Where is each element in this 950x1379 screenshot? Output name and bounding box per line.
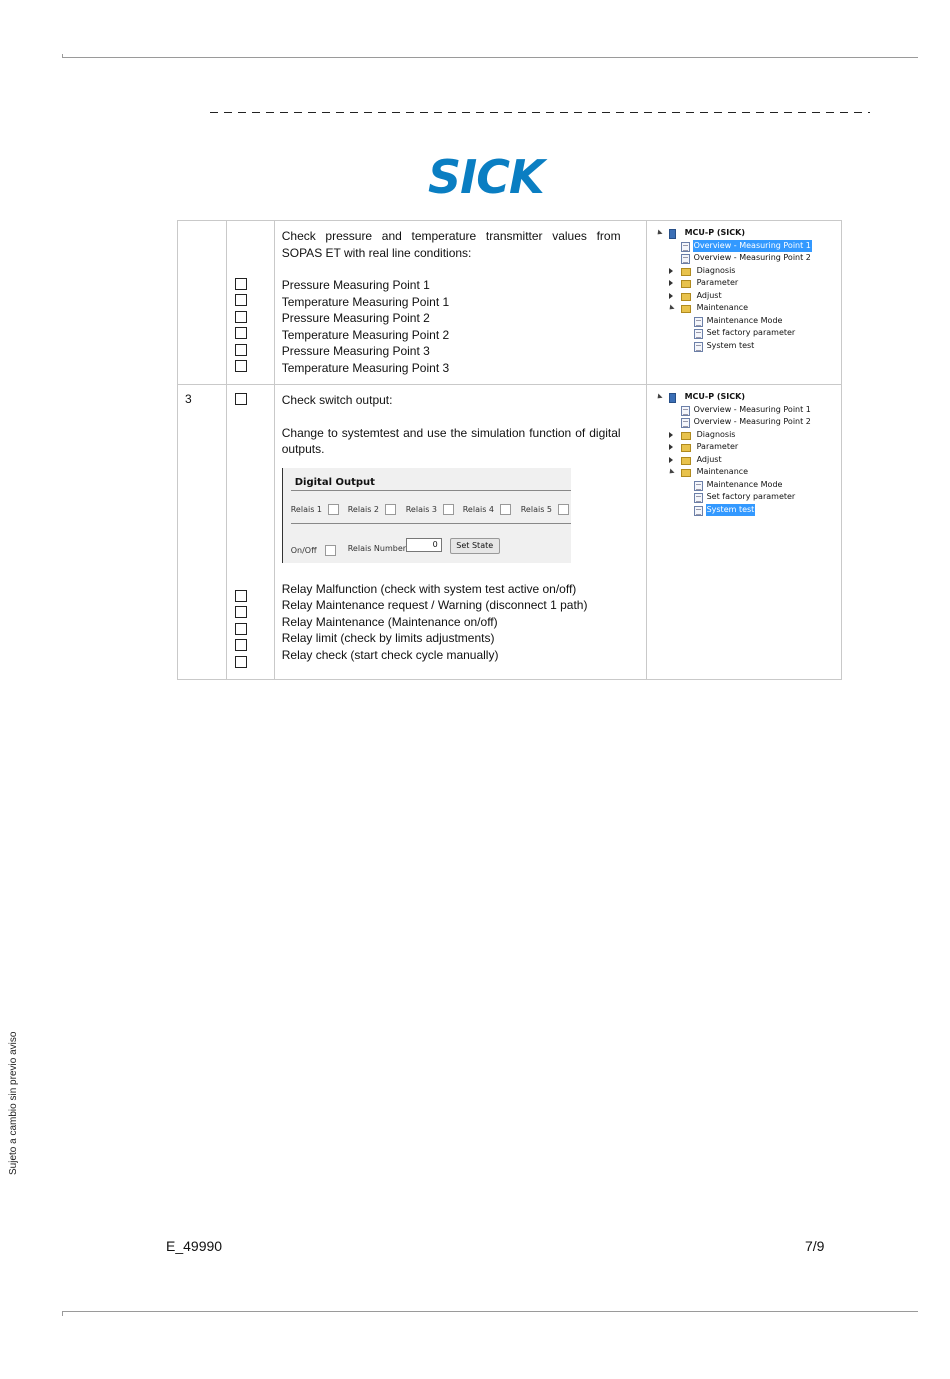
instruction-text: Check switch output: bbox=[281, 393, 393, 407]
relais-number-label: Relais Number bbox=[347, 543, 407, 553]
checkbox[interactable] bbox=[235, 294, 247, 306]
bottom-rule bbox=[62, 1311, 918, 1312]
tree-item-parameter[interactable]: Parameter bbox=[696, 278, 739, 287]
tree-item-overview-2[interactable]: Overview - Measuring Point 2 bbox=[693, 253, 811, 262]
tree-item-overview-1[interactable]: Overview - Measuring Point 1 bbox=[693, 404, 811, 414]
document-icon bbox=[694, 481, 703, 491]
list-item: Temperature Measuring Point 3 bbox=[281, 360, 450, 375]
folder-icon bbox=[681, 280, 691, 288]
instruction-text: Change to systemtest and use the simulation function of digital outputs. bbox=[281, 425, 621, 456]
list-item: Pressure Measuring Point 1 bbox=[281, 278, 430, 292]
list-item: Relay check (start check cycle manually) bbox=[281, 647, 499, 662]
checkbox[interactable] bbox=[235, 623, 247, 635]
document-icon bbox=[694, 329, 703, 339]
checkbox[interactable] bbox=[235, 393, 247, 405]
checkbox-column bbox=[226, 385, 274, 680]
list-item: Relay Maintenance request / Warning (disconnect 1 path) bbox=[281, 598, 588, 612]
tree-item-overview-1[interactable]: Overview - Measuring Point 1 bbox=[693, 240, 812, 253]
instruction-cell bbox=[274, 385, 646, 680]
table-row bbox=[178, 385, 842, 680]
document-icon bbox=[694, 342, 703, 352]
tree-item-factory-parameter[interactable]: Set factory parameter bbox=[706, 492, 796, 501]
tree-item-adjust[interactable]: Adjust bbox=[696, 290, 722, 300]
document-icon bbox=[694, 506, 703, 516]
dashed-separator bbox=[210, 112, 870, 113]
folder-icon bbox=[681, 432, 691, 440]
checkbox[interactable] bbox=[235, 278, 247, 290]
list-item: Temperature Measuring Point 1 bbox=[281, 294, 450, 309]
relais-number-input[interactable]: 0 bbox=[406, 538, 442, 552]
table-row bbox=[178, 221, 842, 385]
onoff-checkbox[interactable]: On/Off bbox=[291, 543, 336, 560]
relais-4-checkbox[interactable]: Relais 4 bbox=[463, 502, 511, 519]
digital-output-panel bbox=[282, 468, 571, 563]
document-icon bbox=[681, 254, 690, 264]
checkbox[interactable] bbox=[235, 656, 247, 668]
list-item: Pressure Measuring Point 3 bbox=[281, 344, 430, 358]
instruction-text: Check pressure and temperature transmitter values from SOPAS ET with real line conditions: bbox=[281, 229, 621, 260]
list-item: Relay limit (check by limits adjustments) bbox=[281, 631, 495, 645]
folder-icon bbox=[681, 469, 691, 477]
tree-item-maintenance[interactable]: Maintenance bbox=[696, 303, 749, 312]
checkbox[interactable] bbox=[235, 606, 247, 618]
checkbox[interactable] bbox=[235, 639, 247, 651]
folder-icon bbox=[681, 305, 691, 313]
row-number bbox=[178, 221, 227, 385]
tree-screenshot bbox=[646, 221, 841, 385]
instruction-cell bbox=[274, 221, 646, 385]
list-item: Temperature Measuring Point 2 bbox=[281, 327, 450, 342]
checkbox[interactable] bbox=[235, 327, 247, 339]
tree-item-maintenance-mode[interactable]: Maintenance Mode bbox=[706, 479, 783, 489]
tree-item-diagnosis[interactable]: Diagnosis bbox=[696, 429, 736, 439]
folder-icon bbox=[681, 268, 691, 276]
device-icon bbox=[669, 229, 676, 239]
relais-1-checkbox[interactable]: Relais 1 bbox=[291, 502, 339, 519]
folder-icon bbox=[681, 444, 691, 452]
checkbox[interactable] bbox=[235, 360, 247, 372]
panel-title: Digital Output bbox=[294, 476, 375, 488]
list-item: Relay Maintenance (Maintenance on/off) bbox=[281, 614, 498, 629]
folder-icon bbox=[681, 293, 691, 301]
checkbox[interactable] bbox=[235, 344, 247, 356]
document-icon bbox=[694, 317, 703, 327]
document-id: E_49990 bbox=[166, 1238, 223, 1254]
side-note: Sujeto a cambio sin previo aviso bbox=[8, 1031, 19, 1175]
list-item: Relay Malfunction (check with system test active on/off) bbox=[281, 581, 577, 596]
tree-item-diagnosis[interactable]: Diagnosis bbox=[696, 265, 736, 275]
relais-5-checkbox[interactable]: Relais 5 bbox=[521, 502, 569, 519]
document-icon bbox=[694, 493, 703, 503]
device-icon bbox=[669, 393, 676, 403]
set-state-button[interactable]: Set State bbox=[450, 538, 500, 554]
document-icon bbox=[681, 418, 690, 428]
checkbox[interactable] bbox=[235, 311, 247, 323]
folder-icon bbox=[681, 457, 691, 465]
tree-item-system-test[interactable]: System test bbox=[706, 340, 755, 350]
top-rule bbox=[62, 57, 918, 58]
tree-item-root[interactable]: MCU-P (SICK) bbox=[684, 392, 745, 401]
checkbox[interactable] bbox=[235, 590, 247, 602]
tree-item-parameter[interactable]: Parameter bbox=[696, 442, 739, 451]
tree-screenshot bbox=[646, 385, 841, 680]
relais-3-checkbox[interactable]: Relais 3 bbox=[406, 502, 454, 519]
relais-2-checkbox[interactable]: Relais 2 bbox=[348, 502, 396, 519]
checklist-table bbox=[177, 220, 842, 680]
tree-item-adjust[interactable]: Adjust bbox=[696, 454, 722, 464]
tree-item-overview-2[interactable]: Overview - Measuring Point 2 bbox=[693, 417, 811, 426]
document-icon bbox=[681, 406, 690, 416]
document-icon bbox=[681, 242, 690, 252]
page-number: 7/9 bbox=[805, 1238, 825, 1254]
tree-item-system-test[interactable]: System test bbox=[706, 504, 756, 517]
tree-item-root[interactable]: MCU-P (SICK) bbox=[684, 228, 745, 237]
tree-item-factory-parameter[interactable]: Set factory parameter bbox=[706, 328, 796, 337]
row-number: 3 bbox=[178, 385, 227, 680]
tree-item-maintenance[interactable]: Maintenance bbox=[696, 467, 749, 476]
list-item: Pressure Measuring Point 2 bbox=[281, 311, 430, 325]
sick-logo: SICK bbox=[428, 150, 544, 204]
checkbox-column bbox=[226, 221, 274, 385]
tree-item-maintenance-mode[interactable]: Maintenance Mode bbox=[706, 315, 783, 325]
